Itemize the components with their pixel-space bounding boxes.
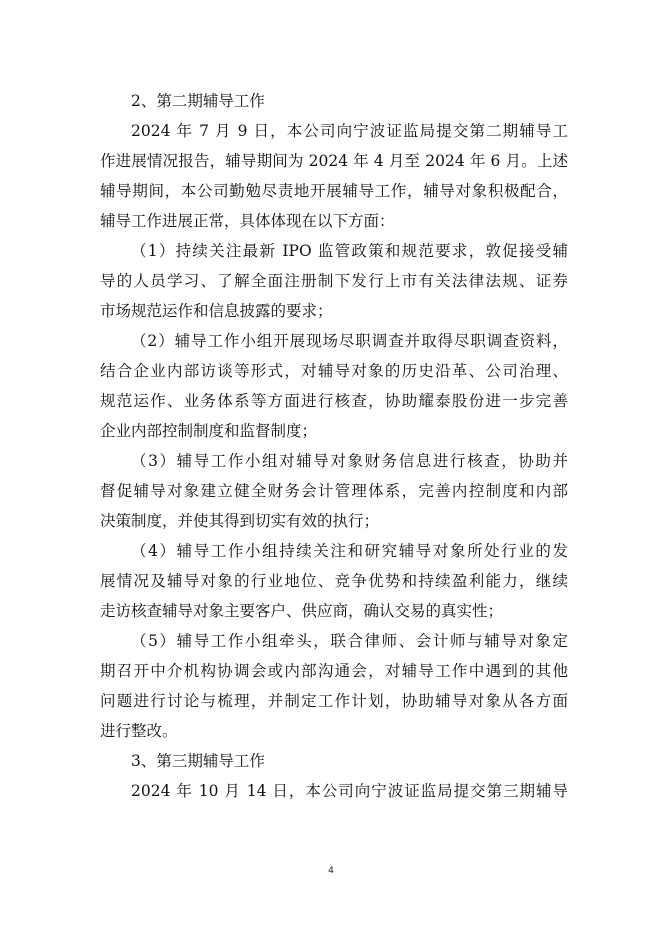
text-line: （2）辅导工作小组开展现场尽职调查并取得尽职调查资料， (131, 332, 568, 350)
page-number: 4 (328, 866, 334, 876)
text-line: 企业内部控制制度和监督制度； (100, 422, 318, 440)
text-line: 辅导期间，本公司勤勉尽责地开展辅导工作，辅导对象积极配合， (100, 182, 568, 200)
text-line: 督促辅导对象建立健全财务会计管理体系，完善内控制度和内部 (100, 482, 568, 500)
text-line: （3）辅导工作小组对辅导对象财务信息进行核查，协助并 (131, 452, 568, 470)
text-line: 走访核查辅导对象主要客户、供应商，确认交易的真实性； (100, 602, 504, 620)
text-line: 2、第二期辅导工作 (131, 92, 265, 110)
text-line: 2024 年 10 月 14 日，本公司向宁波证监局提交第三期辅导 (131, 782, 568, 800)
text-line: 作进展情况报告，辅导期间为 2024 年 4 月至 2024 年 6 月。上述 (100, 152, 568, 170)
document-body (100, 86, 568, 806)
text-line: 3、第三期辅导工作 (131, 752, 265, 770)
text-line: 结合企业内部访谈等形式，对辅导对象的历史沿革、公司治理、 (100, 362, 568, 380)
text-line: 期召开中介机构协调会或内部沟通会，对辅导工作中遇到的其他 (100, 662, 568, 680)
text-line: 市场规范运作和信息披露的要求； (100, 302, 333, 320)
text-line: 规范运作、业务体系等方面进行核查，协助耀泰股份进一步完善 (100, 392, 568, 410)
text-line: 决策制度，并使其得到切实有效的执行； (100, 512, 380, 530)
text-line: 2024 年 7 月 9 日，本公司向宁波证监局提交第二期辅导工 (131, 122, 568, 140)
text-line: （4）辅导工作小组持续关注和研究辅导对象所处行业的发 (131, 542, 568, 560)
text-line: （5）辅导工作小组牵头，联合律师、会计师与辅导对象定 (131, 632, 568, 650)
text-line: 进行整改。 (100, 722, 178, 740)
text-line: 辅导工作进展正常，具体体现在以下方面： (100, 212, 395, 230)
text-line: （1）持续关注最新 IPO 监管政策和规范要求，敦促接受辅 (131, 242, 568, 260)
text-line: 导的人员学习、了解全面注册制下发行上市有关法律法规、证券 (100, 272, 568, 290)
text-line: 问题进行讨论与梳理，并制定工作计划，协助辅导对象从各方面 (100, 692, 568, 710)
text-line: 展情况及辅导对象的行业地位、竞争优势和持续盈利能力，继续 (100, 572, 568, 590)
